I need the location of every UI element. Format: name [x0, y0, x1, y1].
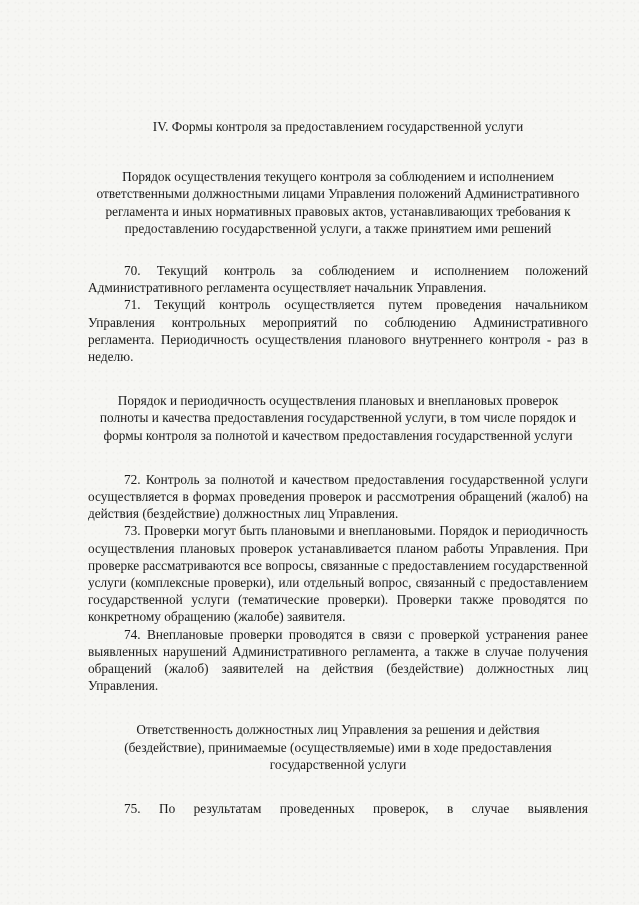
- paragraph-70: 70. Текущий контроль за соблюдением и исполнением положений Административного регламента осуществляет начальник Управления.: [88, 263, 588, 296]
- paragraph-71: 71. Текущий контроль осуществляется путем проведения начальником Управления контрольных мероприятий по соблюдению Административного регламента. Периодичность осуществления планового внутреннего контроля - раз в неделю.: [88, 297, 588, 365]
- subsection-heading-responsibility: Ответственность должностных лиц Управления за решения и действия (бездействие), принимаемые (осуществляемые) ими в ходе предоставления государственной услуги: [124, 722, 552, 772]
- paragraph-73: 73. Проверки могут быть плановыми и внеплановыми. Порядок и периодичность осуществления плановых проверок устанавливается планом работы Управления. При проверке рассматриваются все вопросы, связанные с предоставлением государственной услуги (комплексные проверки), или отдельный вопрос, связанный с предоставлением государственной услуги (тематические проверки). Проверки также проводятся по конкретному обращению (жалобе) заявителя.: [88, 523, 588, 625]
- subsection-heading-current-control: Порядок осуществления текущего контроля за соблюдением и исполнением ответственными должностными лицами Управления положений Административного регламента и иных нормативных правовых актов, устанавливающих требования к предоставлению государственной услуги, а также принятием ими решений: [96, 169, 580, 236]
- paragraph-75: 75. По результатам проведенных проверок, в случае выявления: [124, 801, 588, 817]
- section-title: IV. Формы контроля за предоставлением государственной услуги: [152, 119, 524, 134]
- paragraph-74: 74. Внеплановые проверки проводятся в связи с проверкой устранения ранее выявленных нарушений Административного регламента, а также в случае получения обращений (жалоб) заявителей на действия (бездействие) должностных лиц Управления.: [88, 626, 588, 694]
- document-body: [88, 118, 588, 817]
- subsection-heading-inspections: Порядок и периодичность осуществления плановых и внеплановых проверок полноты и качества предоставления государственной услуги, в том числе порядок и формы контроля за полнотой и качеством предоставления государственной услуги: [99, 393, 577, 443]
- paragraph-72: 72. Контроль за полнотой и качеством предоставления государственной услуги осуществляется в формах проведения проверок и рассмотрения обращений (жалоб) на действия (бездействие) должностных лиц Управления.: [88, 471, 588, 522]
